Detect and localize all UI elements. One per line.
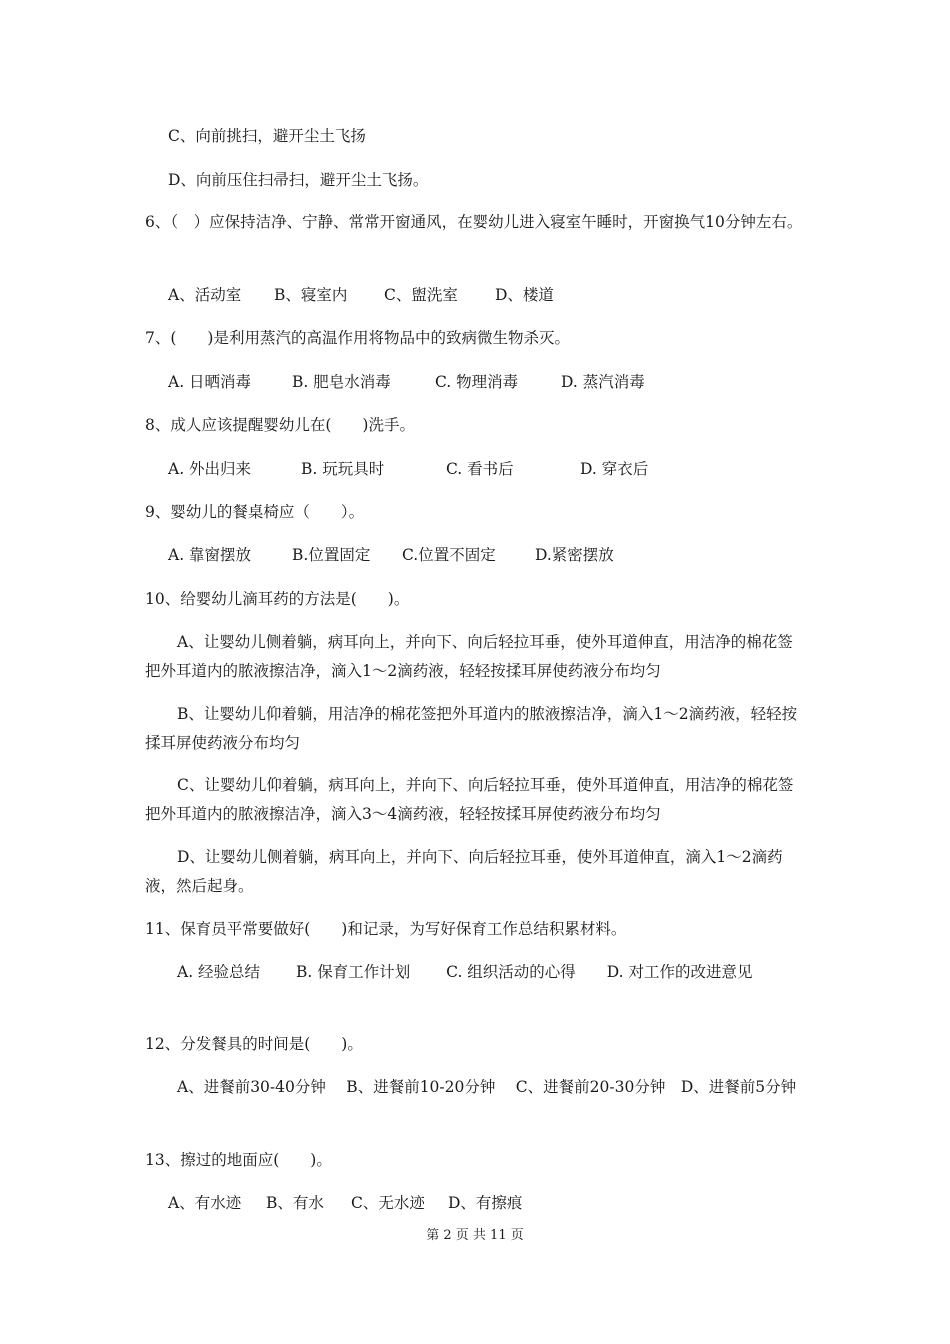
q7-stem: 7、( )是利用蒸汽的高温作用将物品中的致病微生物杀灭。 — [145, 329, 570, 347]
q6-option-d: D、楼道 — [495, 286, 554, 304]
q13-option-b: B、有水 — [266, 1194, 324, 1212]
q11-stem: 11、保育员平常要做好( )和记录，为写好保育工作总结积累材料。 — [145, 920, 627, 938]
q9-stem: 9、婴幼儿的餐桌椅应（ ）。 — [145, 503, 365, 521]
q5-option-c: C、向前挑扫，避开尘土飞扬 — [168, 127, 366, 145]
q8-option-d: D. 穿衣后 — [580, 460, 649, 478]
q9-options — [168, 541, 614, 569]
q8-option-a: A. 外出归来 — [168, 460, 252, 478]
page-footer: 第 2 页 共 11 页 — [426, 1228, 524, 1243]
q12-stem: 12、分发餐具的时间是( )。 — [145, 1035, 363, 1053]
q9-option-c: C.位置不固定 — [402, 546, 496, 564]
q10-option-c: C、让婴幼儿仰着躺，病耳向上，并向下、向后轻拉耳垂，使外耳道伸直，用洁净的棉花签把外耳道内的脓液擦洁净，滴入3～4滴药液，轻轻按揉耳屏使药液分布均匀 — [145, 776, 794, 823]
q7-option-b: B. 肥皂水消毒 — [292, 373, 391, 391]
q8-options — [168, 455, 648, 483]
q9-option-d: D.紧密摆放 — [535, 546, 614, 564]
q7-option-a: A. 日晒消毒 — [168, 373, 252, 391]
q13-stem: 13、擦过的地面应( )。 — [145, 1151, 332, 1169]
q6-stem: 6、（ ）应保持洁净、宁静、常常开窗通风，在婴幼儿进入寝室午睡时，开窗换气10分钟左右。 — [145, 213, 803, 231]
q7-option-d: D. 蒸汽消毒 — [561, 373, 645, 391]
q8-option-b: B. 玩玩具时 — [301, 460, 385, 478]
q5-option-d: D、向前压住扫帚扫，避开尘土飞扬。 — [168, 171, 429, 189]
q8-option-c: C. 看书后 — [446, 460, 514, 478]
q13-options — [168, 1189, 522, 1217]
q10-option-a: A、让婴幼儿侧着躺，病耳向上，并向下、向后轻拉耳垂，使外耳道伸直，用洁净的棉花签把外耳道内的脓液擦洁净，滴入1～2滴药液，轻轻按揉耳屏使药液分布均匀 — [145, 633, 793, 680]
q13-option-c: C、无水迹 — [351, 1194, 425, 1212]
q8-stem: 8、成人应该提醒婴幼儿在( )洗手。 — [145, 416, 415, 434]
q10-option-b: B、让婴幼儿仰着躺，用洁净的棉花签把外耳道内的脓液擦洁净，滴入1～2滴药液，轻轻按揉耳屏使药液分布均匀 — [145, 705, 798, 752]
q10-stem: 10、给婴幼儿滴耳药的方法是( )。 — [145, 590, 410, 608]
q10-option-d: D、让婴幼儿侧着躺，病耳向上，并向下、向后轻拉耳垂，使外耳道伸直，滴入1～2滴药液，然后起身。 — [145, 848, 783, 895]
q11-options: A. 经验总结 B. 保育工作计划 C. 组织活动的心得 D. 对工作的改进意见 — [177, 963, 753, 981]
q9-option-b: B.位置固定 — [292, 546, 371, 564]
q6-option-a: A、活动室 — [168, 286, 242, 304]
q13-option-d: D、有擦痕 — [448, 1194, 523, 1212]
q6-option-c: C、盥洗室 — [384, 286, 458, 304]
q12-options: A、进餐前30-40分钟 B、进餐前10-20分钟 C、进餐前20-30分钟 D、进餐前5分钟 — [177, 1078, 797, 1096]
q9-option-a: A. 靠窗摆放 — [168, 546, 252, 564]
q7-options — [168, 368, 645, 396]
q13-option-a: A、有水迹 — [168, 1194, 242, 1212]
q7-option-c: C. 物理消毒 — [435, 373, 519, 391]
q6-option-b: B、寝室内 — [274, 286, 348, 304]
q6-options — [168, 281, 554, 309]
